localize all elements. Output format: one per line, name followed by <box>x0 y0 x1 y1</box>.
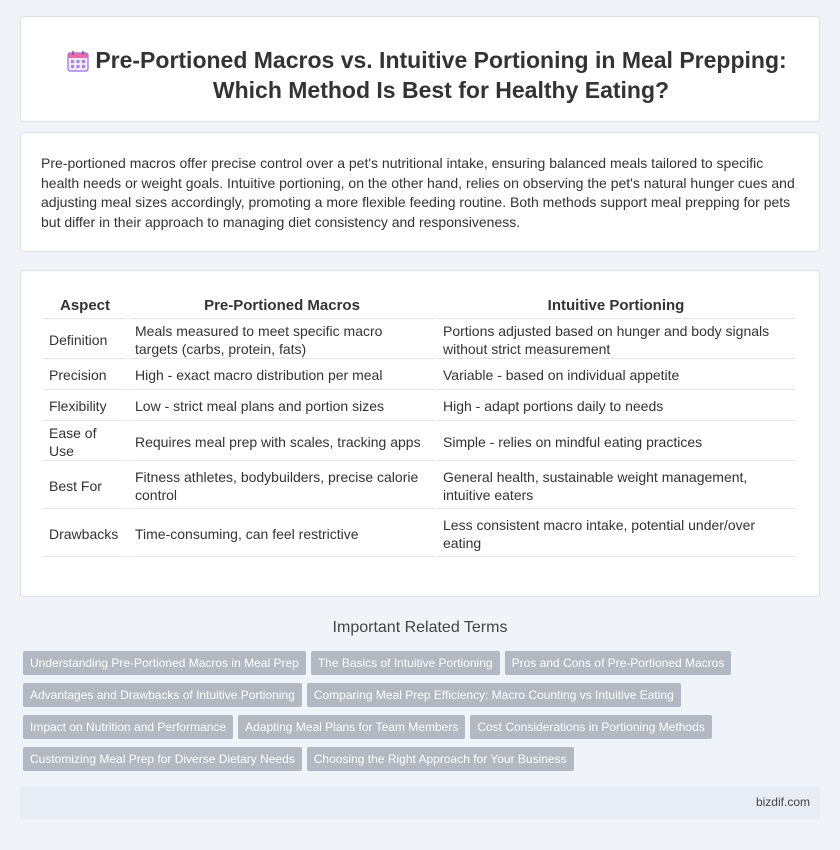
related-terms-tags <box>23 651 783 779</box>
row-pre-portioned: Meals measured to meet specific macro targets (carbs, protein, fats) <box>129 321 435 359</box>
table-row <box>43 361 795 390</box>
row-aspect: Drawbacks <box>43 511 127 557</box>
related-tag[interactable]: The Basics of Intuitive Portioning <box>311 651 500 675</box>
related-tag[interactable]: Advantages and Drawbacks of Intuitive Portioning <box>23 683 302 707</box>
footer-site-link[interactable]: bizdif.com <box>755 795 810 809</box>
table-row <box>43 511 795 557</box>
row-intuitive: Less consistent macro intake, potential under/over eating <box>437 511 795 557</box>
header-pre-portioned: Pre-Portioned Macros <box>129 293 435 319</box>
row-intuitive: Variable - based on individual appetite <box>437 361 795 390</box>
row-intuitive: Portions adjusted based on hunger and body signals without strict measurement <box>437 321 795 359</box>
related-tag[interactable]: Adapting Meal Plans for Team Members <box>238 715 465 739</box>
row-aspect: Ease of Use <box>43 423 127 461</box>
row-pre-portioned: High - exact macro distribution per meal <box>129 361 435 390</box>
related-tag[interactable]: Comparing Meal Prep Efficiency: Macro Counting vs Intuitive Eating <box>307 683 681 707</box>
header-intuitive: Intuitive Portioning <box>437 293 795 319</box>
row-pre-portioned: Time-consuming, can feel restrictive <box>129 511 435 557</box>
row-aspect: Best For <box>43 463 127 509</box>
row-intuitive: Simple - relies on mindful eating practices <box>437 423 795 461</box>
row-pre-portioned: Fitness athletes, bodybuilders, precise calorie control <box>129 463 435 509</box>
comparison-table-card <box>20 270 820 597</box>
row-aspect: Definition <box>43 321 127 359</box>
related-tag[interactable]: Pros and Cons of Pre-Portioned Macros <box>505 651 732 675</box>
page-title: Pre-Portioned Macros vs. Intuitive Portioning in Meal Prepping: Which Method Is Best for Healthy Eating? <box>95 47 787 103</box>
row-aspect: Flexibility <box>43 392 127 421</box>
header-card <box>20 16 820 122</box>
table-row <box>43 392 795 421</box>
table-row <box>43 321 795 359</box>
related-tag[interactable]: Choosing the Right Approach for Your Business <box>307 747 574 771</box>
table-row <box>43 423 795 461</box>
footer <box>20 786 820 819</box>
title-wrap <box>21 45 819 105</box>
related-tag[interactable]: Understanding Pre-Portioned Macros in Meal Prep <box>23 651 306 675</box>
intro-paragraph: Pre-portioned macros offer precise control over a pet's nutritional intake, ensuring balanced meals tailored to specific health needs or weight goals. Intuitive portioning, on the other hand, relies on observing the pet's natural hunger cues and adjusting meal sizes accordingly, promoting a more flexible feeding routine. Both methods support meal prepping for pets but differ in their approach to managing diet consistency and responsiveness. <box>41 155 795 230</box>
related-tag[interactable]: Customizing Meal Prep for Diverse Dietary Needs <box>23 747 302 771</box>
related-terms-title: Important Related Terms <box>332 619 508 636</box>
header-aspect: Aspect <box>43 293 127 319</box>
table-header-row <box>43 293 795 319</box>
row-intuitive: General health, sustainable weight management, intuitive eaters <box>437 463 795 509</box>
intro-card <box>20 132 820 252</box>
row-pre-portioned: Requires meal prep with scales, tracking apps <box>129 423 435 461</box>
comparison-table <box>41 291 797 559</box>
related-tag[interactable]: Cost Considerations in Portioning Methods <box>470 715 711 739</box>
row-aspect: Precision <box>43 361 127 390</box>
table-row <box>43 463 795 509</box>
row-pre-portioned: Low - strict meal plans and portion sizes <box>129 392 435 421</box>
related-tag[interactable]: Impact on Nutrition and Performance <box>23 715 233 739</box>
calendar-icon <box>66 49 90 73</box>
row-intuitive: High - adapt portions daily to needs <box>437 392 795 421</box>
